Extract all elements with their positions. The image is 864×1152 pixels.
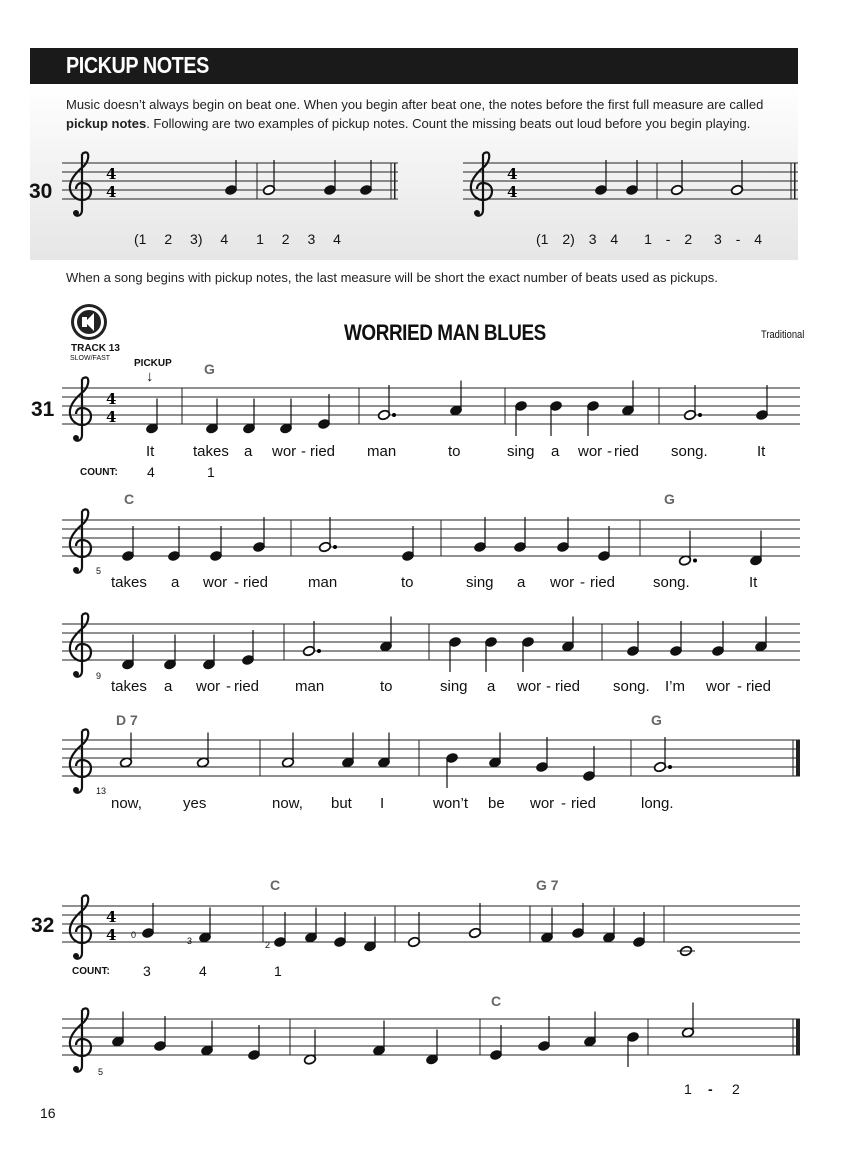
lyric: man bbox=[295, 678, 325, 695]
lyric: It bbox=[146, 443, 155, 460]
note-dot bbox=[317, 649, 321, 653]
lyric: - bbox=[561, 795, 566, 812]
final-barline bbox=[394, 163, 396, 199]
lyric: sing bbox=[440, 678, 468, 695]
count-ex30a: (1 2 3) 4 1 2 3 4 bbox=[134, 231, 341, 247]
measure-number: 5 bbox=[98, 1067, 104, 1077]
treble-clef-icon bbox=[70, 377, 91, 441]
lyric: song. bbox=[671, 443, 708, 460]
lyric: ried bbox=[571, 795, 597, 812]
lyric: now, bbox=[111, 795, 142, 812]
chord-g-line2: G bbox=[664, 491, 675, 507]
pickup-note-text: When a song begins with pickup notes, the last measure will be short the exact number of beats used as pickups. bbox=[66, 270, 718, 285]
lyric: ried bbox=[746, 678, 772, 695]
time-signature: 4 bbox=[106, 165, 117, 183]
count-label-32: COUNT: bbox=[72, 966, 110, 977]
chord-c-line2: C bbox=[124, 491, 135, 507]
count-value: 4 bbox=[199, 963, 207, 979]
track-label: TRACK 13 bbox=[71, 343, 120, 354]
pickup-label: PICKUP bbox=[134, 358, 172, 369]
lyric: ried bbox=[555, 678, 581, 695]
track-sub-label: SLOW/FAST bbox=[70, 355, 111, 362]
lyric: wor bbox=[272, 443, 297, 460]
treble-clef-icon bbox=[70, 729, 91, 793]
treble-clef-icon bbox=[70, 1008, 91, 1072]
fingering: 3 bbox=[187, 936, 193, 946]
song-title: WORRIED MAN BLUES bbox=[344, 320, 546, 345]
lyric: - bbox=[226, 678, 231, 695]
treble-clef-icon bbox=[70, 613, 91, 677]
lyric: wor bbox=[517, 678, 542, 695]
lyric: a bbox=[517, 574, 526, 591]
note-dot bbox=[698, 413, 702, 417]
note-dot bbox=[333, 545, 337, 549]
lyric: It bbox=[749, 574, 758, 591]
lyric: - bbox=[301, 443, 306, 460]
note-dot bbox=[693, 559, 697, 563]
measure-number: 13 bbox=[96, 786, 107, 796]
measure-number: 9 bbox=[96, 671, 102, 681]
time-signature: 4 bbox=[106, 390, 117, 408]
lyric: a bbox=[171, 574, 180, 591]
lyric: sing bbox=[507, 443, 535, 460]
intro-bold-term: pickup notes bbox=[66, 116, 147, 131]
time-signature: 4 bbox=[106, 183, 117, 201]
lyric: takes bbox=[193, 443, 229, 460]
time-signature: 4 bbox=[106, 908, 117, 926]
lyric: to bbox=[448, 443, 461, 460]
fingering: 0 bbox=[131, 930, 137, 940]
lyric: ried bbox=[590, 574, 616, 591]
treble-clef-icon bbox=[70, 509, 91, 573]
chord-g-line1: G bbox=[204, 361, 215, 377]
end-count: 2 bbox=[732, 1081, 740, 1097]
lyric: to bbox=[401, 574, 414, 591]
measure-number: 5 bbox=[96, 566, 102, 576]
lyric: a bbox=[244, 443, 253, 460]
lyric: but bbox=[331, 795, 352, 812]
lyric: long. bbox=[641, 795, 674, 812]
lyric: ried bbox=[310, 443, 336, 460]
example-number-31: 31 bbox=[31, 398, 55, 421]
treble-clef-icon bbox=[471, 152, 492, 216]
example-number-30: 30 bbox=[29, 180, 53, 203]
lyric: - bbox=[737, 678, 742, 695]
lyric: be bbox=[488, 795, 505, 812]
treble-clef-icon bbox=[70, 895, 91, 959]
final-barline bbox=[796, 740, 800, 776]
lyric: I’m bbox=[665, 678, 685, 695]
final-barline bbox=[794, 163, 796, 199]
count-value: 1 bbox=[207, 464, 215, 480]
lyric: yes bbox=[183, 795, 207, 812]
chord-c-ex32: C bbox=[270, 877, 281, 893]
lyric: ried bbox=[243, 574, 269, 591]
section-title: PICKUP NOTES bbox=[66, 52, 209, 78]
lyric: song. bbox=[653, 574, 690, 591]
lyric: sing bbox=[466, 574, 494, 591]
lyric: wor bbox=[550, 574, 575, 591]
lyric: won’t bbox=[433, 795, 469, 812]
lyric: - bbox=[580, 574, 585, 591]
pickup-arrow-icon: ↓ bbox=[146, 368, 154, 385]
count-value: 4 bbox=[147, 464, 155, 480]
time-signature: 4 bbox=[106, 926, 117, 944]
lyric: - bbox=[234, 574, 239, 591]
lyric: ried bbox=[234, 678, 260, 695]
lyric: man bbox=[308, 574, 338, 591]
chord-g7-ex32: G 7 bbox=[536, 877, 559, 893]
treble-clef-icon bbox=[70, 152, 91, 216]
chord-g-line4: G bbox=[651, 712, 662, 728]
time-signature: 4 bbox=[507, 183, 518, 201]
end-count: 1 bbox=[684, 1081, 692, 1097]
audio-track-icon[interactable] bbox=[71, 304, 107, 340]
staves bbox=[62, 152, 800, 1072]
intro-line-1: Music doesn’t always begin on beat one. When you begin after beat one, the notes before the first full measure are called bbox=[66, 97, 764, 112]
intro-line-2-rest: . Following are two examples of pickup notes. Count the missing beats out loud before you begin playing. bbox=[146, 116, 751, 131]
time-signature: 4 bbox=[106, 408, 117, 426]
lyric: It bbox=[757, 443, 766, 460]
lyric: - bbox=[546, 678, 551, 695]
lyric: now, bbox=[272, 795, 303, 812]
notes bbox=[111, 160, 768, 1067]
fingering: 2 bbox=[265, 940, 271, 950]
lyric: to bbox=[380, 678, 393, 695]
lyric: I bbox=[380, 795, 385, 812]
lyric: song. bbox=[613, 678, 650, 695]
example-number-32: 32 bbox=[31, 914, 55, 937]
note-dot bbox=[392, 413, 396, 417]
lyric: wor bbox=[706, 678, 731, 695]
lyric: wor bbox=[530, 795, 555, 812]
count-value: 3 bbox=[143, 963, 151, 979]
time-signature: 4 bbox=[507, 165, 518, 183]
lyric: wor bbox=[196, 678, 221, 695]
lyric: a bbox=[164, 678, 173, 695]
note-dot bbox=[668, 765, 672, 769]
lyric: a bbox=[487, 678, 496, 695]
lyric: - bbox=[607, 443, 612, 460]
count-value: 1 bbox=[274, 963, 282, 979]
final-barline bbox=[796, 1019, 800, 1055]
lyric: takes bbox=[111, 574, 147, 591]
count-label-31: COUNT: bbox=[80, 467, 118, 478]
song-credit: Traditional bbox=[761, 329, 805, 341]
lyric: takes bbox=[111, 678, 147, 695]
chord-d7-line4: D 7 bbox=[116, 712, 138, 728]
chord-c-ex32-line2: C bbox=[491, 993, 502, 1009]
lyric: man bbox=[367, 443, 397, 460]
end-count-dash: - bbox=[708, 1081, 713, 1097]
lyric: a bbox=[551, 443, 560, 460]
lyric: ried bbox=[614, 443, 640, 460]
page-number: 16 bbox=[40, 1105, 56, 1121]
count-ex30b: (1 2) 3 4 1 - 2 3 - 4 bbox=[536, 231, 763, 247]
lyric: wor bbox=[203, 574, 228, 591]
lyric: wor bbox=[578, 443, 603, 460]
